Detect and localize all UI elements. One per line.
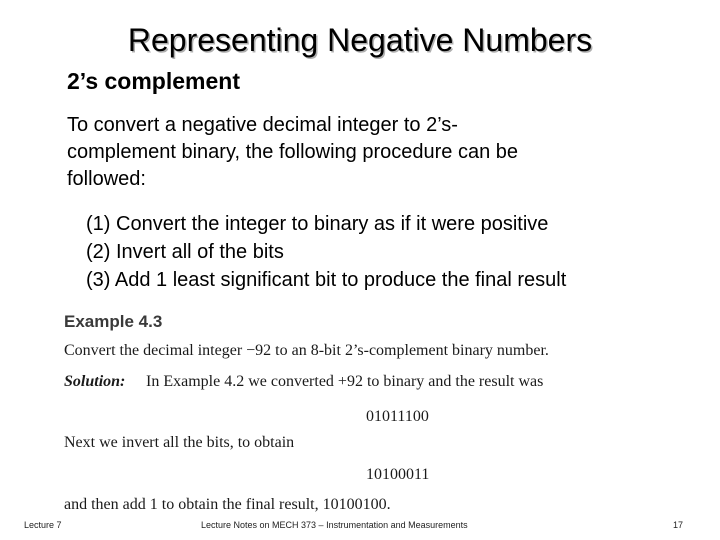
intro-paragraph: [67, 112, 667, 193]
footer-page-number: 17: [673, 520, 684, 530]
solution-label: Solution:: [64, 373, 126, 390]
intro-line: complement binary, the following procedure can be: [67, 141, 518, 163]
step-item: (1) Convert the integer to binary as if it were positive: [86, 213, 549, 235]
binary-inverted: 10100011: [366, 466, 430, 483]
slide-subtitle: 2’s complement: [67, 68, 240, 94]
step-item: (3) Add 1 least significant bit to produce the final result: [86, 269, 567, 291]
slide-title: Representing Negative Numbers: [127, 22, 593, 58]
final-result-text: and then add 1 to obtain the final result, 10100100.: [64, 496, 391, 513]
intro-line: To convert a negative decimal integer to 2’s-: [67, 114, 458, 136]
intro-line: followed:: [67, 168, 146, 190]
example-problem: Convert the decimal integer −92 to an 8-bit 2’s-complement binary number.: [64, 342, 549, 359]
procedure-steps: [86, 210, 566, 294]
invert-text: Next we invert all the bits, to obtain: [64, 434, 295, 451]
step-item: (2) Invert all of the bits: [86, 241, 284, 263]
footer-lecture: Lecture 7: [24, 520, 62, 530]
footer-course: Lecture Notes on MECH 373 – Instrumentation and Measurements: [201, 520, 468, 530]
binary-positive: 01011100: [366, 408, 429, 425]
solution-text: In Example 4.2 we converted +92 to binary and the result was: [146, 373, 544, 390]
example-heading: Example 4.3: [64, 312, 163, 331]
